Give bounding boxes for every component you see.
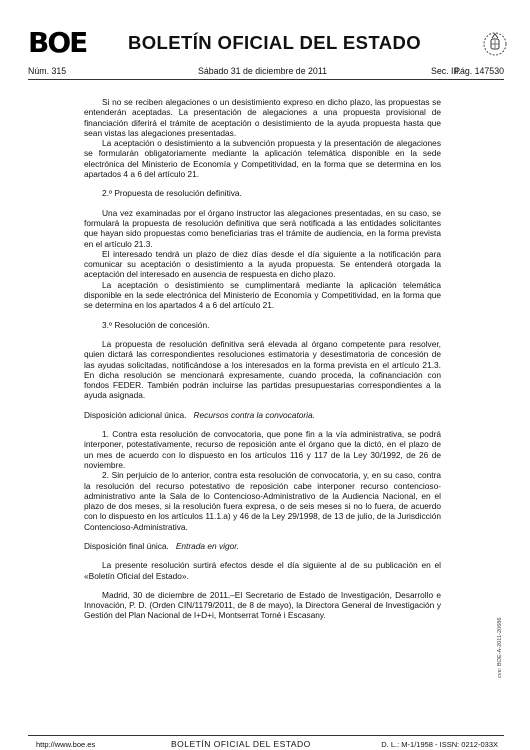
cve-code: cve: BOE-A-2011-20686	[497, 617, 503, 678]
section-heading: 3.º Resolución de concesión.	[102, 319, 210, 330]
gazette-title: BOLETÍN OFICIAL DEL ESTADO	[128, 32, 422, 53]
boe-logo-text: BOE	[28, 26, 87, 59]
paragraph: La propuesta de resolución definitiva será elevada al órgano competente para resolver, quien dictará las correspondientes resoluciones estimatoria y desestimatoria de concesión de las ayudas solicitadas, notificándose a los interesados en la forma prevista en el artículo 21.3. En dicha resolución se mencionará expresamente, cuando proceda, la cofinanciación con fondos FEDER. También podrán incluirse las partidas presupuestarias correspondientes a la ayuda asignada.	[84, 338, 441, 401]
paragraph: La aceptación o desistimiento se cumplimentará mediante la aplicación telemática disponible en la sede electrónica del Ministerio de Economía y Competitividad, en la forma que se determina en los apartados 4 a 6 del artículo 21.	[84, 279, 441, 311]
paragraph: La presente resolución surtirá efectos desde el día siguiente al de su publicación en el «Boletín Oficial del Estado».	[84, 560, 441, 581]
provision-label: Disposición final única.	[84, 540, 169, 551]
paragraph: El interesado tendrá un plazo de diez días desde el día siguiente a la notificación para comunicar su aceptación o desistimiento a la ayuda propuesta. Se entenderá otorgada la aceptación del interesado en ausencia de respuesta en dicho plazo.	[84, 248, 441, 280]
section-heading: 2.º Propuesta de resolución definitiva.	[102, 188, 242, 199]
coat-of-arms-icon	[480, 28, 510, 58]
issue-number: Núm. 315	[28, 66, 67, 76]
boe-logo	[28, 28, 92, 58]
provision-heading	[84, 541, 441, 551]
provision-title: Recursos contra la convocatoria.	[193, 409, 315, 420]
provision-heading	[84, 410, 441, 420]
footer-title: BOLETÍN OFICIAL DEL ESTADO	[171, 739, 311, 749]
paragraph: Una vez examinadas por el órgano instructor las alegaciones presentadas, en su caso, se formulará la propuesta de resolución definitiva que será notificada a las entidades solicitantes que hayan sido propuestas como beneficiarias tras el trámite de audiencia, en la forma prevista en el artículo 21.3.	[84, 207, 441, 249]
header-divider	[28, 79, 504, 80]
paragraph: La aceptación o desistimiento a la subvención propuesta y la presentación de alegaciones se formularán obligatoriamente mediante la aplicación telemática disponible en la sede electrónica del Ministerio de Economía y Competitividad, en la forma que se determina en los apartados 4 a 6 del artículo 21.	[84, 138, 441, 180]
document-body	[84, 97, 441, 621]
issue-date: Sábado 31 de diciembre de 2011	[198, 66, 327, 76]
footer-url-link[interactable]: http://www.boe.es	[36, 740, 96, 749]
signature-paragraph: Madrid, 30 de diciembre de 2011.–El Secretario de Estado de Investigación, Desarrollo e Innovación, P. D. (Orden CIN/1179/2011, de 8 de mayo), la Directora General de Investigación y Gestión del Plan Nacional de I+D+i, Montserrat Torné i Escasany.	[84, 589, 441, 621]
page-header	[28, 28, 512, 62]
page-footer	[28, 736, 504, 750]
paragraph: 2. Sin perjuicio de lo anterior, contra esta resolución de convocatoria, y, en su caso, contra la resolución del recurso potestativo de reposición cabe interponer recurso contencioso-administrativo ante la Sala de lo Contencioso-Administrativo de la Audiencia Nacional, en el plazo de dos meses, si la resolución fuera expresa, o de seis meses si no lo fuera, de acuerdo con lo dispuesto en los artículos 11.1.a) y 46 de la Ley 29/1998, de 13 de julio, de la Jurisdicción Contencioso-Administrativa.	[84, 470, 441, 532]
provision-title: Entrada en vigor.	[175, 540, 240, 551]
provision-label: Disposición adicional única.	[84, 409, 187, 420]
issue-meta	[28, 66, 504, 78]
section-label: Sec. III.	[431, 66, 461, 76]
paragraph: 1. Contra esta resolución de convocatoria, que pone fin a la vía administrativa, se podrá interponer, potestativamente, recurso de reposición ante el órgano que la dictó, en el plazo de un mes de acuerdo con lo dispuesto en los artículos 116 y 117 de la Ley 30/1992, de 26 de noviembre.	[84, 429, 441, 470]
page-number: Pág. 147530	[454, 66, 504, 76]
paragraph: Si no se reciben alegaciones o un desistimiento expreso en dicho plazo, las propuestas se entenderán aceptadas. La presentación de alegaciones a una propuesta provisional de financiación diferirá el trámite de aceptación o desistimiento de la ayuda propuesta hasta que sean vistas las alegaciones presentadas.	[84, 97, 441, 138]
footer-legal-deposit: D. L.: M-1/1958 - ISSN: 0212-033X	[381, 740, 498, 749]
